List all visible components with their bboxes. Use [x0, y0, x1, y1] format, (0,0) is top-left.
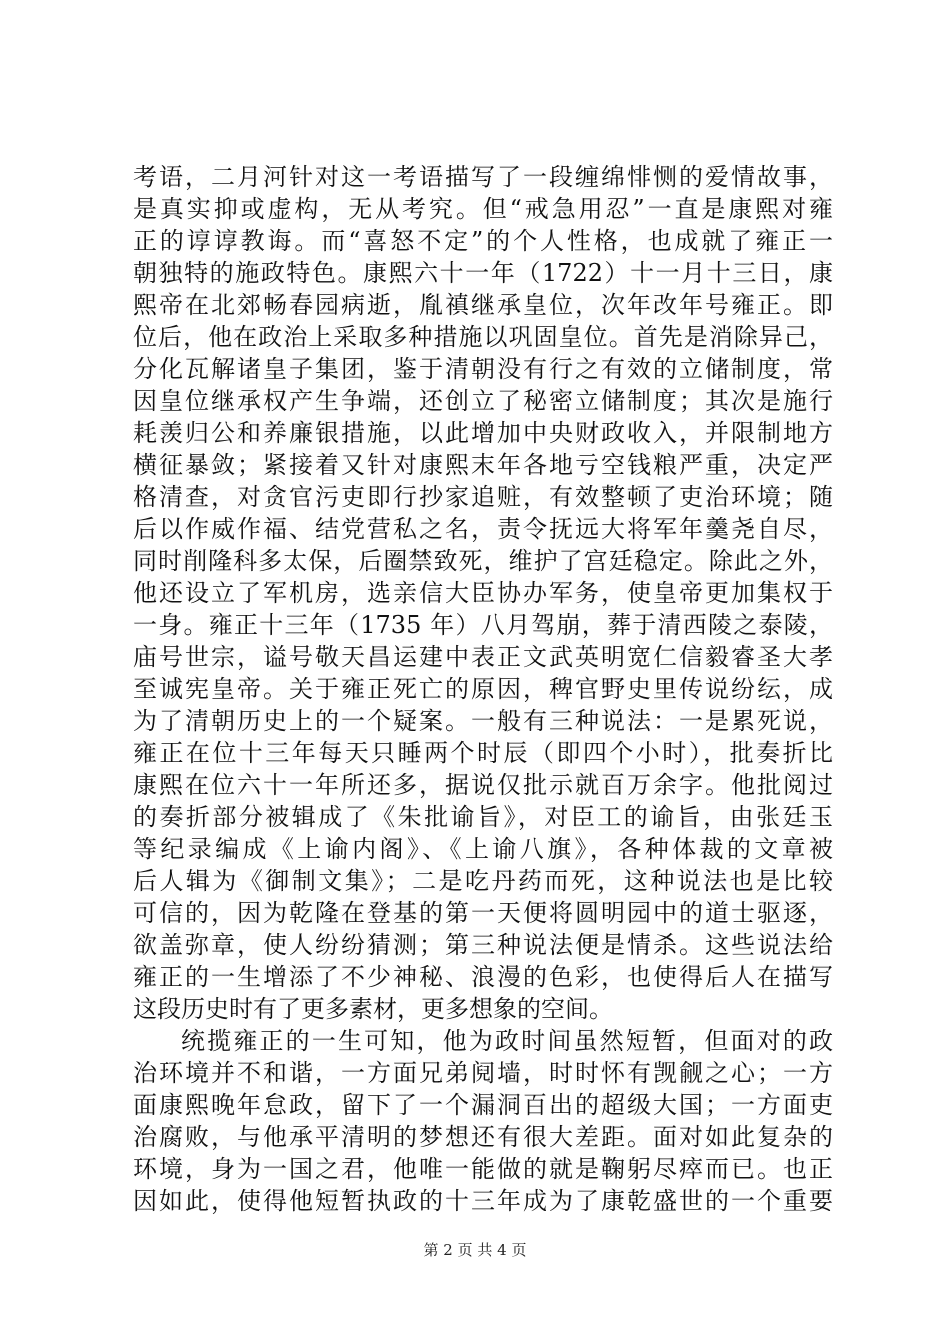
text-line: 横征暴敛；紧接着又针对康熙末年各地亏空钱粮严重，决定严 — [133, 451, 833, 479]
text-line: 庙号世宗，谥号敬天昌运建中表正文武英明宽仁信毅睿圣大孝 — [133, 643, 833, 671]
text-line: 耗羡归公和养廉银措施，以此增加中央财政收入，并限制地方 — [133, 419, 833, 447]
text-line: 熙帝在北郊畅春园病逝，胤禛继承皇位，次年改年号雍正。即 — [133, 291, 833, 319]
text-line: 欲盖弥章，使人纷纷猜测；第三种说法便是情杀。这些说法给 — [133, 931, 833, 959]
text-line: 分化瓦解诸皇子集团，鉴于清朝没有行之有效的立储制度，常 — [133, 355, 833, 383]
text-line: 一身。雍正十三年（1735 年）八月驾崩，葬于清西陵之泰陵， — [133, 611, 833, 639]
text-line: 朝独特的施政特色。康熙六十一年（1722）十一月十三日，康 — [133, 259, 833, 287]
page-number-footer: 第 2 页 共 4 页 — [423, 1241, 527, 1259]
text-line: 后人辑为《御制文集》；二是吃丹药而死，这种说法也是比较 — [133, 867, 833, 895]
paragraph-1 — [133, 161, 833, 1025]
text-line: 至诚宪皇帝。关于雍正死亡的原因，稗官野史里传说纷纭，成 — [133, 675, 833, 703]
text-line: 同时削隆科多太保，后圈禁致死，维护了宫廷稳定。除此之外， — [133, 547, 833, 575]
text-line: 治环境并不和谐，一方面兄弟阋墙，时时怀有觊觎之心；一方 — [133, 1059, 833, 1087]
text-line: 环境，身为一国之君，他唯一能做的就是鞠躬尽瘁而已。也正 — [133, 1155, 833, 1183]
text-line: 因如此，使得他短暂执政的十三年成为了康乾盛世的一个重要 — [133, 1187, 833, 1215]
text-line: 这段历史时有了更多素材，更多想象的空间。 — [133, 995, 613, 1023]
text-line: 等纪录编成《上谕内阁》、《上谕八旗》，各种体裁的文章被 — [133, 835, 833, 863]
text-line: 雍正在位十三年每天只睡两个时辰（即四个小时），批奏折比 — [133, 739, 833, 767]
text-line: 面康熙晚年怠政，留下了一个漏洞百出的超级大国；一方面吏 — [133, 1091, 833, 1119]
text-line: 治腐败，与他承平清明的梦想还有很大差距。面对如此复杂的 — [133, 1123, 833, 1151]
text-line: 可信的，因为乾隆在登基的第一天便将圆明园中的道士驱逐， — [133, 899, 833, 927]
text-line: 的奏折部分被辑成了《朱批谕旨》，对臣工的谕旨，由张廷玉 — [133, 803, 833, 831]
text-line: 正的谆谆教诲。而“喜怒不定”的个人性格，也成就了雍正一 — [133, 227, 833, 255]
text-line: 雍正的一生增添了不少神秘、浪漫的色彩，也使得后人在描写 — [133, 963, 833, 991]
text-line: 格清查，对贪官污吏即行抄家追赃，有效整顿了吏治环境；随 — [133, 483, 833, 511]
paragraph-2 — [133, 1025, 833, 1217]
text-line: 他还设立了军机房，选亲信大臣协办军务，使皇帝更加集权于 — [133, 579, 833, 607]
document-body — [133, 161, 833, 1217]
text-line: 统揽雍正的一生可知，他为政时间虽然短暂，但面对的政 — [181, 1027, 833, 1055]
text-line: 后以作威作福、结党营私之名，责令抚远大将军年羹尧自尽， — [133, 515, 833, 543]
text-line: 是真实抑或虚构，无从考究。但“戒急用忍”一直是康熙对雍 — [133, 195, 833, 223]
text-line: 因皇位继承权产生争端，还创立了秘密立储制度；其次是施行 — [133, 387, 833, 415]
text-line: 位后，他在政治上采取多种措施以巩固皇位。首先是消除异己， — [133, 323, 833, 351]
text-line: 为了清朝历史上的一个疑案。一般有三种说法：一是累死说， — [133, 707, 833, 735]
text-line: 考语，二月河针对这一考语描写了一段缠绵悱恻的爱情故事， — [133, 163, 833, 191]
text-line: 康熙在位六十一年所还多，据说仅批示就百万余字。他批阅过 — [133, 771, 833, 799]
